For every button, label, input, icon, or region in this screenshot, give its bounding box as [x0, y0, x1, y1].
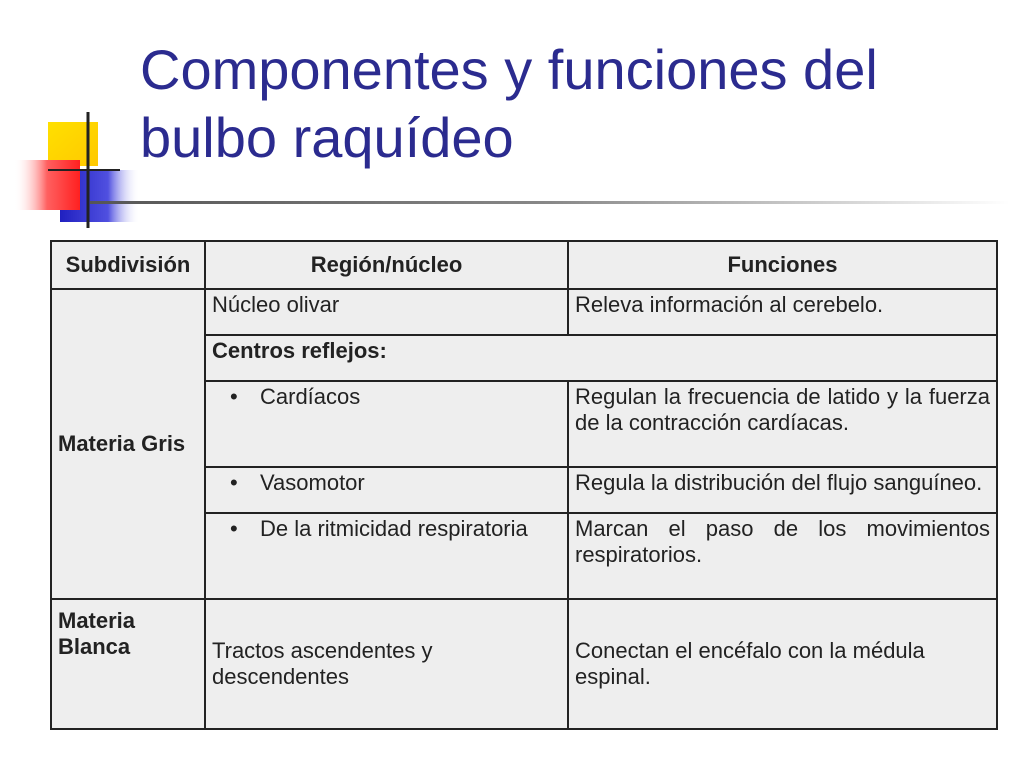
subdivision-materia-gris: Materia Gris	[51, 289, 205, 599]
header-funciones: Funciones	[568, 241, 997, 289]
region-tractos: Tractos ascendentes y descendentes	[205, 599, 568, 729]
header-region: Región/núcleo	[205, 241, 568, 289]
funcion-cardiacos: Regulan la frecuencia de latido y la fuerza de la contracción cardíacas.	[568, 381, 997, 467]
region-cardiacos-text: Cardíacos	[260, 384, 361, 409]
bullet-glyph: •	[230, 384, 238, 409]
funcion-respiratoria: Marcan el paso de los movimientos respiratorios.	[568, 513, 997, 599]
region-vasomotor-text: Vasomotor	[260, 470, 365, 495]
region-vasomotor	[205, 467, 568, 513]
table-row	[51, 599, 997, 729]
bulbo-table	[50, 240, 998, 730]
funcion-vasomotor: Regula la distribución del flujo sanguíneo.	[568, 467, 997, 513]
region-cardiacos	[205, 381, 568, 467]
region-nucleo-olivar: Núcleo olivar	[205, 289, 568, 335]
table-row	[51, 289, 997, 335]
funcion-nucleo-olivar: Releva información al cerebelo.	[568, 289, 997, 335]
region-respiratoria	[205, 513, 568, 599]
header-subdivision: Subdivisión	[51, 241, 205, 289]
region-respiratoria-text: De la ritmicidad respiratoria	[260, 516, 528, 541]
funcion-tractos: Conectan el encéfalo con la médula espinal.	[568, 599, 997, 729]
bullet-glyph: •	[230, 470, 238, 495]
title-underline	[90, 201, 1010, 204]
table-header-row	[51, 241, 997, 289]
bullet-glyph: •	[230, 516, 238, 541]
centros-reflejos-label: Centros reflejos:	[205, 335, 997, 381]
slide-title: Componentes y funciones del bulbo raquídeo	[140, 38, 878, 169]
subdivision-materia-blanca: Materia Blanca	[51, 599, 205, 729]
